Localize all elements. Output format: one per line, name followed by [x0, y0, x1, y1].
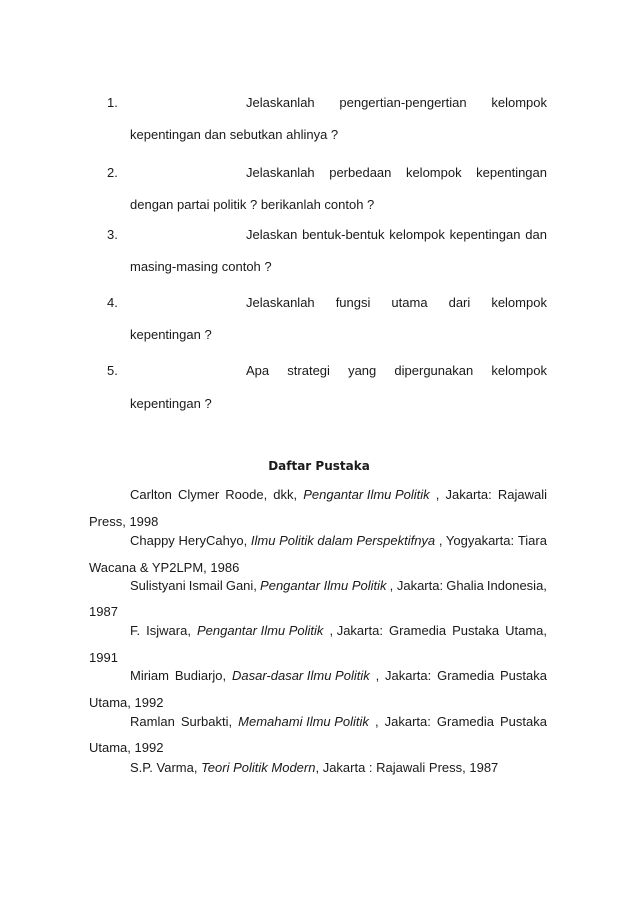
reference-text: Ghalia	[446, 578, 484, 593]
question-word: kelompok	[405, 165, 462, 180]
reference-title: Dasar-dasar Ilmu Politik	[231, 668, 370, 683]
reference-line-1	[130, 578, 547, 593]
reference-text: ,	[375, 668, 380, 683]
reference-line-2: Utama, 1992	[89, 695, 164, 710]
reference-text: , Jakarta:	[389, 578, 444, 593]
question-word: perbedaan	[329, 165, 392, 180]
question-word: Jelaskanlah	[246, 95, 315, 110]
question-word: Apa	[246, 363, 270, 378]
reference-text: Jakarta:	[384, 714, 431, 729]
question-line-1	[246, 227, 547, 242]
reference-text: Pustaka	[500, 668, 547, 683]
reference-text: Clymer	[178, 487, 220, 502]
reference-text: , Jakarta:	[329, 623, 383, 638]
reference-title: Pengantar Ilmu Politik	[196, 623, 324, 638]
reference-title: Ilmu Politik dalam Perspektifnya	[250, 533, 436, 548]
reference-text: Gramedia	[437, 668, 495, 683]
question-line-2: kepentingan ?	[130, 327, 212, 342]
reference-text: Chappy	[130, 533, 175, 548]
question-word: Jelaskanlah	[246, 165, 315, 180]
question-word: fungsi	[335, 295, 371, 310]
reference-line-2: 1991	[89, 650, 118, 665]
reference-text: Ramlan	[130, 714, 175, 729]
reference-line-1	[130, 714, 547, 729]
reference-text: Indonesia,	[486, 578, 547, 593]
reference-text: Rajawali	[497, 487, 547, 502]
reference-line-2: Wacana & YP2LPM, 1986	[89, 560, 240, 575]
question-line-2: masing-masing contoh ?	[130, 259, 272, 274]
question-word: yang	[348, 363, 377, 378]
reference-text: Utama,	[505, 623, 547, 638]
reference-line-1	[130, 668, 547, 683]
reference-text: , Jakarta : Rajawali Press, 1987	[315, 760, 499, 775]
question-word: Jelaskan	[246, 227, 298, 242]
question-line-2: kepentingan ?	[130, 396, 212, 411]
question-number: 2.	[107, 165, 118, 180]
reference-text: Miriam	[130, 668, 169, 683]
reference-text: Carlton	[130, 487, 172, 502]
reference-text: Pustaka	[500, 714, 547, 729]
question-word: kelompok	[491, 363, 547, 378]
question-word: kepentingan	[476, 165, 547, 180]
reference-text: F.	[130, 623, 141, 638]
reference-text: Surbakti,	[180, 714, 233, 729]
reference-text: Gani,	[225, 578, 257, 593]
question-word: strategi	[287, 363, 330, 378]
question-word: dan	[525, 227, 547, 242]
question-line-1	[246, 363, 547, 378]
question-word: kepentingan	[449, 227, 521, 242]
reference-line-1	[130, 533, 547, 548]
bibliography-heading: Daftar Pustaka	[268, 459, 370, 473]
question-word: bentuk-bentuk	[302, 227, 385, 242]
reference-text: Pustaka	[452, 623, 500, 638]
reference-line-2: Utama, 1992	[89, 740, 164, 755]
question-line-1	[246, 295, 547, 310]
question-word: kelompok	[389, 227, 445, 242]
question-word: Jelaskanlah	[246, 295, 315, 310]
question-word: dari	[448, 295, 471, 310]
reference-text: Isjwara,	[146, 623, 191, 638]
question-word: dipergunakan	[394, 363, 474, 378]
reference-text: HeryCahyo,	[178, 533, 248, 548]
reference-text: Budiarjo,	[174, 668, 227, 683]
question-number: 1.	[107, 95, 118, 110]
reference-text: , Yogyakarta:	[438, 533, 515, 548]
reference-line-2: 1987	[89, 604, 118, 619]
reference-line-2: Press, 1998	[89, 514, 159, 529]
reference-line-1	[130, 487, 547, 502]
reference-line	[130, 760, 498, 775]
reference-text: Jakarta:	[385, 668, 432, 683]
reference-title: Pengantar Ilmu Politik	[260, 578, 387, 593]
question-word: kelompok	[491, 95, 547, 110]
question-line-2: kepentingan dan sebutkan ahlinya ?	[130, 127, 339, 142]
question-line-1	[246, 165, 547, 180]
reference-text: ,	[374, 714, 379, 729]
reference-text: Sulistyani	[130, 578, 186, 593]
question-line-1	[246, 95, 547, 110]
reference-text: Gramedia	[436, 714, 494, 729]
reference-text: S.P. Varma,	[130, 760, 202, 775]
reference-text: dkk,	[273, 487, 298, 502]
reference-title: Memahami Ilmu Politik	[238, 714, 369, 729]
reference-text: Tiara	[517, 533, 547, 548]
question-word: utama	[391, 295, 428, 310]
question-line-2: dengan partai politik ? berikanlah contoh ?	[130, 197, 375, 212]
reference-text: Jakarta:	[445, 487, 492, 502]
reference-line-1	[130, 623, 547, 638]
reference-text: Roode,	[225, 487, 268, 502]
question-word: pengertian-pengertian	[339, 95, 467, 110]
question-number: 3.	[107, 227, 118, 242]
reference-text: ,	[435, 487, 440, 502]
reference-text: Gramedia	[388, 623, 447, 638]
question-number: 4.	[107, 295, 118, 310]
reference-title: Pengantar Ilmu Politik	[303, 487, 430, 502]
reference-text: Ismail	[188, 578, 223, 593]
question-word: kelompok	[491, 295, 547, 310]
reference-title: Teori Politik Modern	[201, 760, 316, 775]
question-number: 5.	[107, 363, 118, 378]
